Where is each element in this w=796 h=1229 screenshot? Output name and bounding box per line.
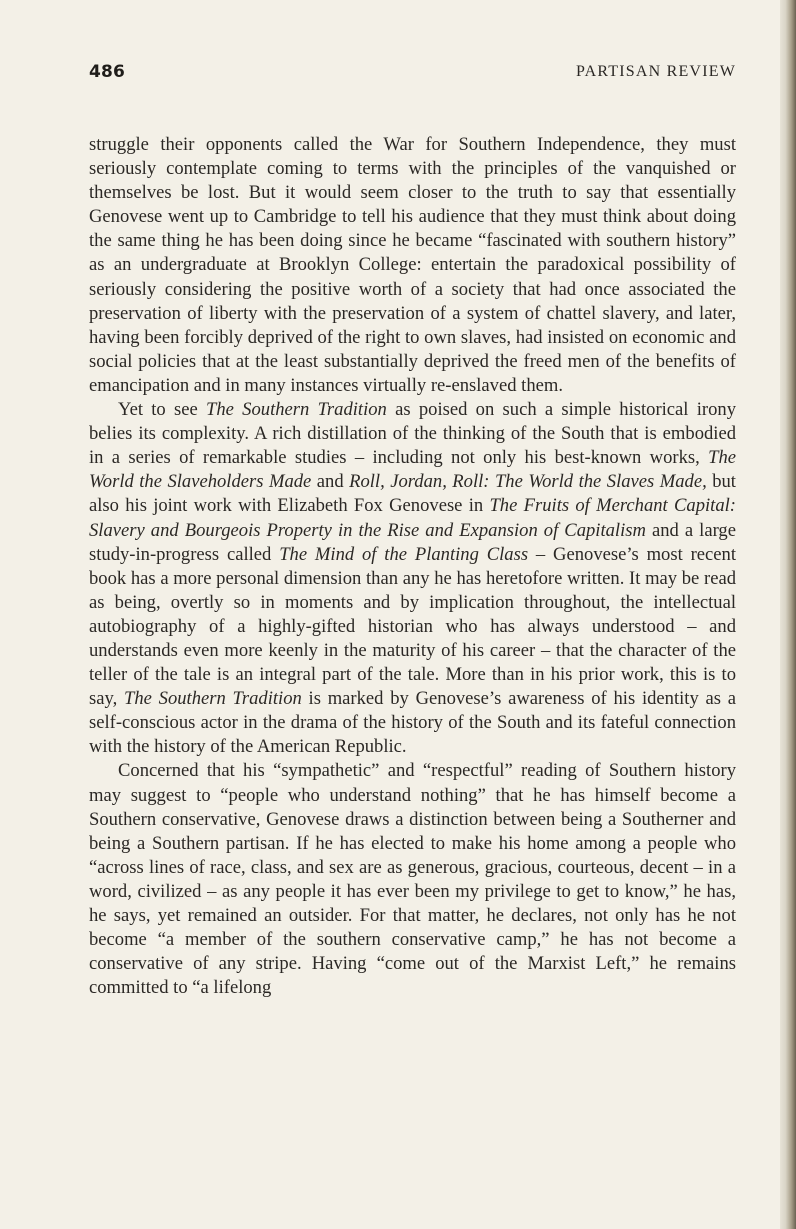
journal-title: PARTISAN REVIEW [575, 63, 736, 80]
article-body [89, 133, 736, 1000]
page-edge-shadow [780, 0, 796, 1229]
text-run: and a large study-in-progress called [89, 519, 736, 565]
text-run: is marked by Genovese’s awareness of his identity as a self-conscious actor in the drama of the history of the South and its fateful connection with the history of the American Republic. [89, 688, 737, 758]
text-run: but also his joint work with Elizabeth Fox Genovese in [89, 471, 736, 517]
italic-title: The Fruits of Merchant Capital: Slavery and Bourgeois Property in the Rise and Expansion of Capitalism [89, 495, 736, 541]
italic-title: The Mind of the Planting Class [279, 543, 529, 565]
text-run: struggle their opponents called the War for Southern Independence, they must seriously contemplate coming to terms with the principles of the vanquished or themselves be lost. But it would seem closer to the truth to say that essentially Genovese went up to Cambridge to tell his audience that they must think about doing the same thing he has been doing since he became “fascinated with southern history” as an undergraduate at Brooklyn College: entertain the paradoxical possibility of seriously considering the positive worth of a society that had once associated the preservation of liberty with the preservation of a system of chattel slavery, and later, having been forcibly deprived of the right to own slaves, had insisted on economic and social policies that at the least substantially deprived the freed men of the benefits of emancipation and in many instances virtually re-enslaved them. [89, 134, 736, 396]
page-number: 486 [89, 62, 126, 82]
text-run: Concerned that his “sympathetic” and “respectful” reading of Southern history may suggest to “people who understand nothing” that he has himself become a Southern conservative, Genovese draws a distinction between being a Southerner and being a Southern partisan. If he has elected to make his home among a people who “across lines of race, class, and sex are as generous, gracious, courteous, decent – in a word, civilized – as any people it has ever been my privilege to get to know,” he has, he says, yet remained an outsider. For that matter, he declares, not only has he not become “a member of the southern conservative camp,” he has not become a conservative of any stripe. Having “come out of the Marxist Left,” he remains committed to “a lifelong [89, 760, 736, 999]
text-run: – Genovese’s most recent book has a more personal dimension than any he has heretofore written. It may be read as being, overtly so in moments and by implication throughout, the intellectual autobiography of a highly-gifted historian who has always understood – and understands even more keenly in the maturity of his career – that the character of the teller of the tale is an integral part of the tale. More than in his prior work, this is to say, [89, 543, 736, 710]
italic-title: The Southern Tradition [206, 399, 387, 421]
italic-title: Roll, Jordan, Roll: The World the Slaves Made, [349, 471, 707, 493]
text-run: Yet to see [118, 399, 207, 421]
paragraph [89, 133, 736, 398]
italic-title: The World the Slaveholders Made [89, 447, 736, 493]
paragraph [89, 398, 736, 759]
running-head [89, 62, 736, 88]
paragraph [89, 759, 736, 1000]
italic-title: The Southern Tradition [124, 688, 302, 710]
text-run: as poised on such a simple historical irony belies its complexity. A rich distillation of the thinking of the South that is embodied in a series of remarkable studies – including not only his best-known works, [89, 399, 736, 469]
text-run: and [311, 471, 350, 493]
